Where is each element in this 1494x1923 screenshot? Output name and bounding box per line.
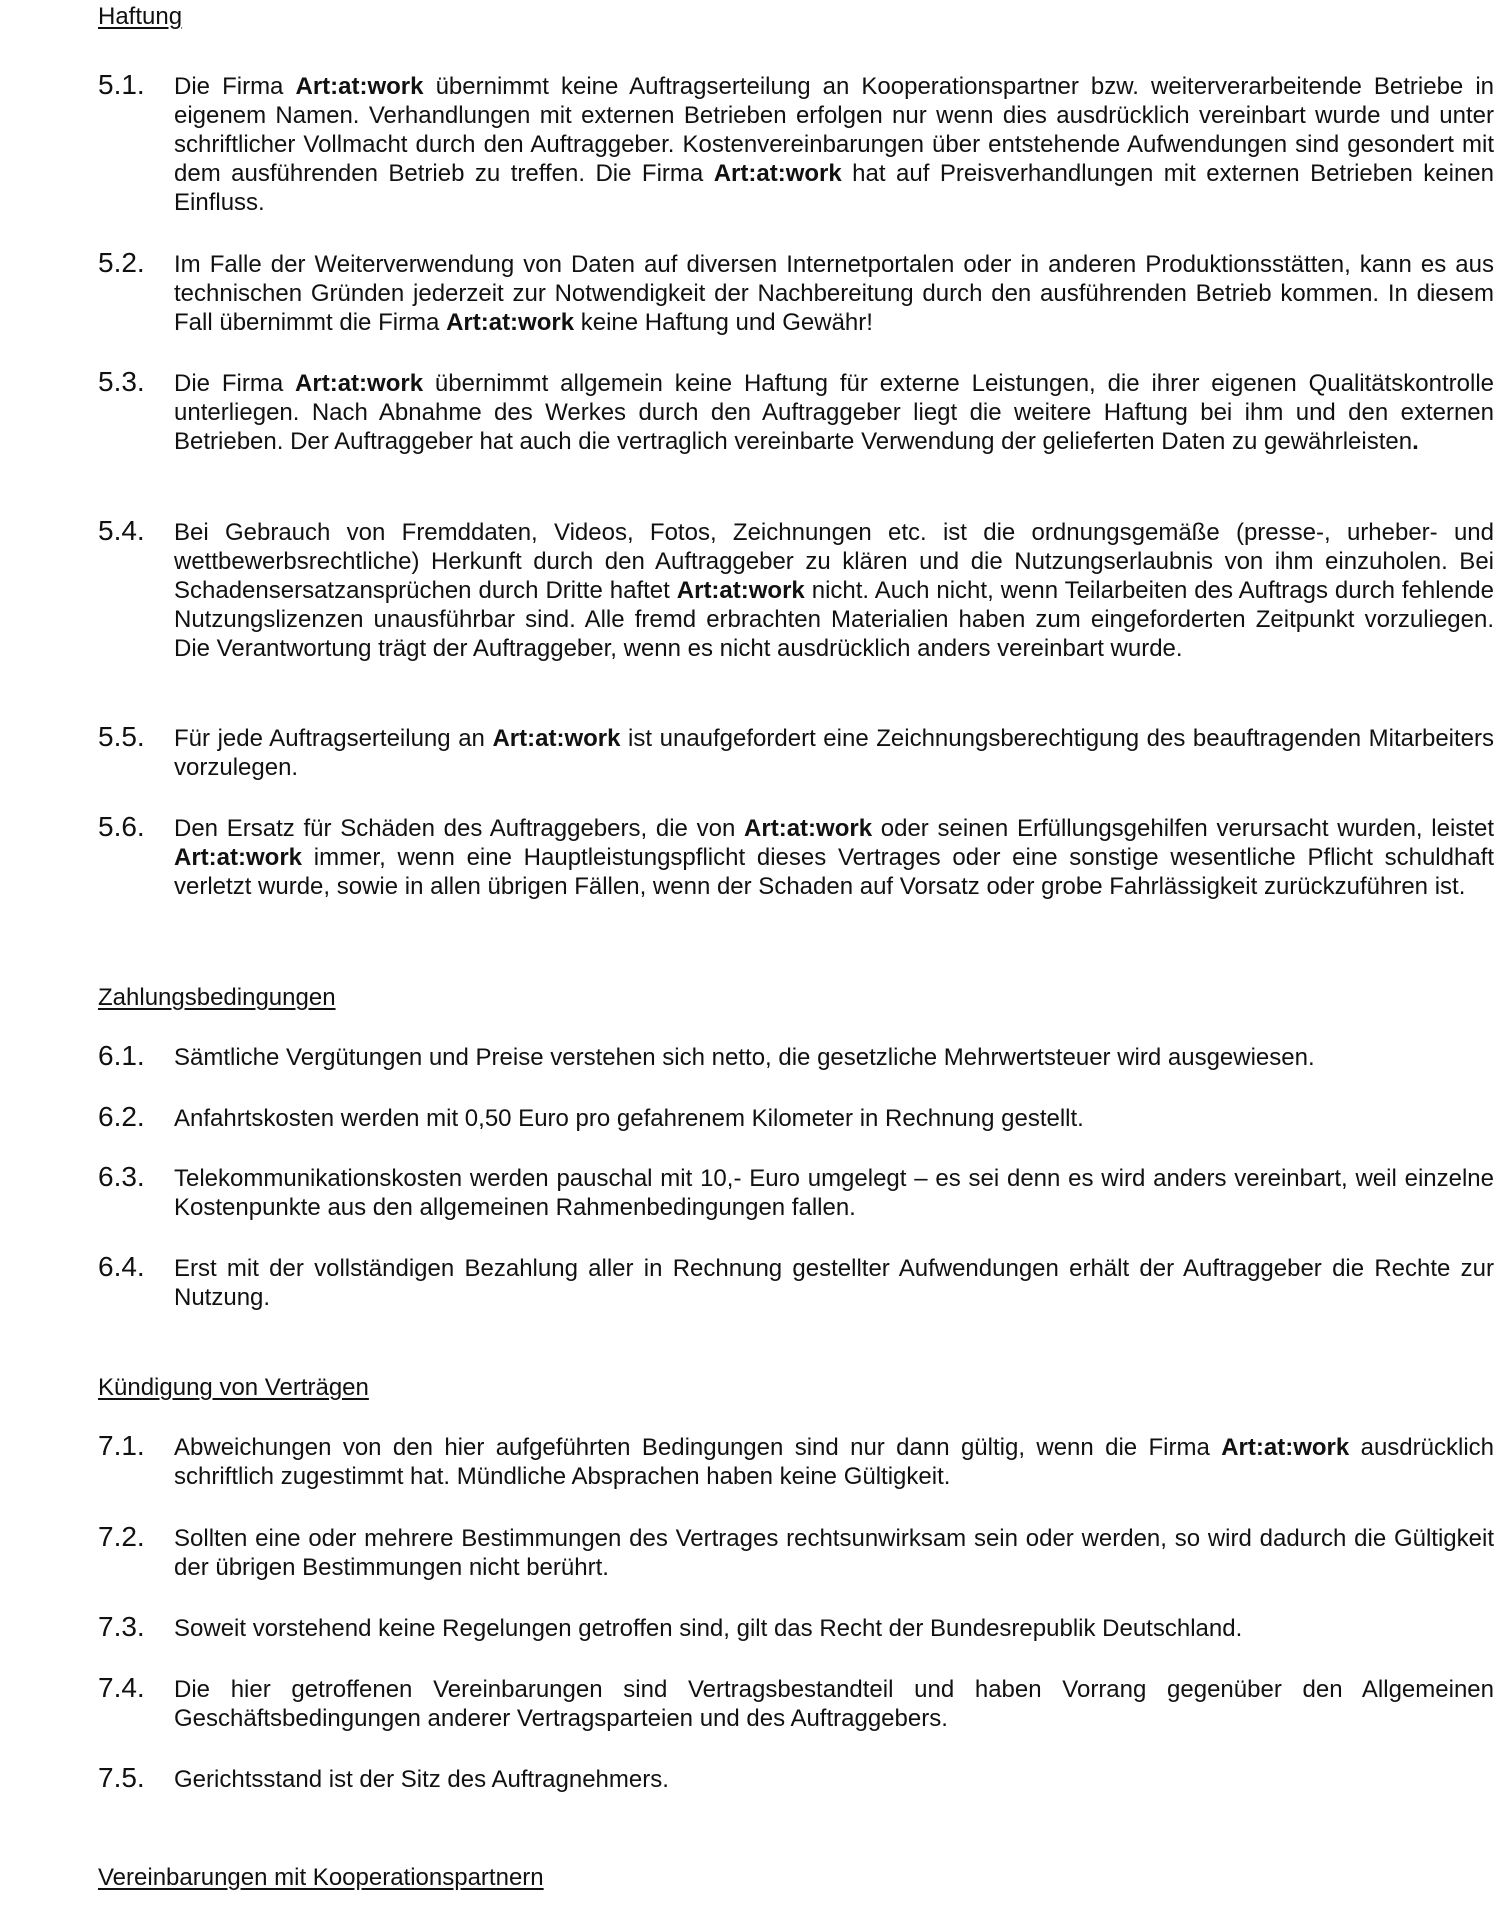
- clause-number: 6.4.: [98, 1251, 145, 1282]
- clause-number: 7.5.: [98, 1762, 145, 1793]
- clause-number: 6.3.: [98, 1161, 145, 1192]
- clause-number: 6.1.: [98, 1040, 145, 1071]
- clause-text: Den Ersatz für Schäden des Auftraggebers, die von Art:at:work oder seinen Erfüllungsgehilfen verursacht wurden, leistet Art:at:work immer, wenn eine Hauptleistungspflicht dieses Vertrages oder eine sonstige wesentliche Pflicht schuldhaft verletzt wurde, sowie in allen übrigen Fällen, wenn der Schaden auf Vorsatz oder grobe Fahrlässigkeit zurückzuführen ist.: [174, 815, 1494, 900]
- section-kooperationspartner: [98, 1863, 1398, 1892]
- clause-text: Die Firma Art:at:work übernimmt keine Auftragserteilung an Kooperationspartner bzw. weiterverarbeitende Betriebe in eigenem Namen. Verhandlungen mit externen Betrieben erfolgen nur wenn dies ausdrücklich vereinbart wurde und unter schriftlicher Vollmacht durch den Auftraggeber. Kostenvereinbarungen über entstehende Aufwendungen sind gesondert mit dem ausführenden Betrieb zu treffen. Die Firma Art:at:work hat auf Preisverhandlungen mit externen Betrieben keinen Einfluss.: [174, 73, 1494, 216]
- clause-text: Sämtliche Vergütungen und Preise verstehen sich netto, die gesetzliche Mehrwertsteuer wird ausgewiesen.: [174, 1044, 1315, 1071]
- clause-text: Erst mit der vollständigen Bezahlung aller in Rechnung gestellter Aufwendungen erhält der Auftraggeber die Rechte zur Nutzung.: [174, 1255, 1494, 1311]
- clause-text: Soweit vorstehend keine Regelungen getroffen sind, gilt das Recht der Bundesrepublik Deutschland.: [174, 1615, 1243, 1642]
- clause-number: 5.2.: [98, 247, 145, 278]
- section-heading: Vereinbarungen mit Kooperationspartnern: [98, 1864, 544, 1891]
- clause-number: 7.1.: [98, 1430, 145, 1461]
- clause-text: Anfahrtskosten werden mit 0,50 Euro pro gefahrenem Kilometer in Rechnung gestellt.: [174, 1105, 1084, 1132]
- clause-number: 7.2.: [98, 1521, 145, 1552]
- clause-number: 5.5.: [98, 721, 145, 752]
- clause-text: Die hier getroffenen Vereinbarungen sind Vertragsbestandteil und haben Vorrang gegenüber den Allgemeinen Geschäftsbedingungen anderer Vertragsparteien und des Auftraggebers.: [174, 1676, 1494, 1732]
- section-heading: Kündigung von Verträgen: [98, 1374, 369, 1401]
- clause-number: 5.6.: [98, 811, 145, 842]
- section-heading: Haftung: [98, 3, 183, 30]
- section-heading: Zahlungsbedingungen: [98, 984, 336, 1011]
- clause-number: 5.1.: [98, 69, 145, 100]
- clause-text: Die Firma Art:at:work übernimmt allgemein keine Haftung für externe Leistungen, die ihrer eigenen Qualitätskontrolle unterliegen. Nach Abnahme des Werkes durch den Auftraggeber liegt die weitere Haftung bei ihm und den externen Betrieben. Der Auftraggeber hat auch die vertraglich vereinbarte Verwendung der gelieferten Daten zu gewährleisten.: [174, 370, 1494, 455]
- clause-text: Telekommunikationskosten werden pauschal mit 10,- Euro umgelegt – es sei denn es wird anders vereinbart, weil einzelne Kostenpunkte aus den allgemeinen Rahmenbedingungen fallen.: [174, 1165, 1494, 1221]
- clause-number: 5.3.: [98, 366, 145, 397]
- clause-number: 7.4.: [98, 1672, 145, 1703]
- clause-text: Bei Gebrauch von Fremddaten, Videos, Fotos, Zeichnungen etc. ist die ordnungsgemäße (presse-, urheber- und wettbewerbsrechtliche) Herkunft durch den Auftraggeber zu klären und die Nutzungserlaubnis von ihm einzuholen. Bei Schadensersatzansprüchen durch Dritte haftet Art:at:work nicht. Auch nicht, wenn Teilarbeiten des Auftrags durch fehlende Nutzungslizenzen unausführbar sind. Alle fremd erbrachten Materialien haben zum eingeforderten Zeitpunkt vorzuliegen. Die Verantwortung trägt der Auftraggeber, wenn es nicht ausdrücklich anders vereinbart wurde.: [174, 519, 1494, 662]
- clause-number: 5.4.: [98, 515, 145, 546]
- section-kuendigung: [98, 1373, 1494, 1793]
- clause-text: Für jede Auftragserteilung an Art:at:work ist unaufgefordert eine Zeichnungsberechtigung des beauftragenden Mitarbeiters vorzulegen.: [174, 725, 1494, 781]
- clause-number: 6.2.: [98, 1101, 145, 1132]
- clause-text: Abweichungen von den hier aufgeführten Bedingungen sind nur dann gültig, wenn die Firma Art:at:work ausdrücklich schriftlich zugestimmt hat. Mündliche Absprachen haben keine Gültigkeit.: [174, 1434, 1494, 1490]
- clause-text: Sollten eine oder mehrere Bestimmungen des Vertrages rechtsunwirksam sein oder werden, so wird dadurch die Gültigkeit der übrigen Bestimmungen nicht berührt.: [174, 1525, 1494, 1581]
- section-zahlungsbedingungen: [98, 983, 1494, 1311]
- clause-number: 7.3.: [98, 1611, 145, 1642]
- clause-text: Im Falle der Weiterverwendung von Daten auf diversen Internetportalen oder in anderen Produktionsstätten, kann es aus technischen Gründen jederzeit zur Notwendigkeit der Nachbereitung durch den ausführenden Betrieb kommen. In diesem Fall übernimmt die Firma Art:at:work keine Haftung und Gewähr!: [174, 251, 1494, 336]
- clause-text: Gerichtsstand ist der Sitz des Auftragnehmers.: [174, 1766, 669, 1793]
- section-haftung: [98, 2, 1494, 900]
